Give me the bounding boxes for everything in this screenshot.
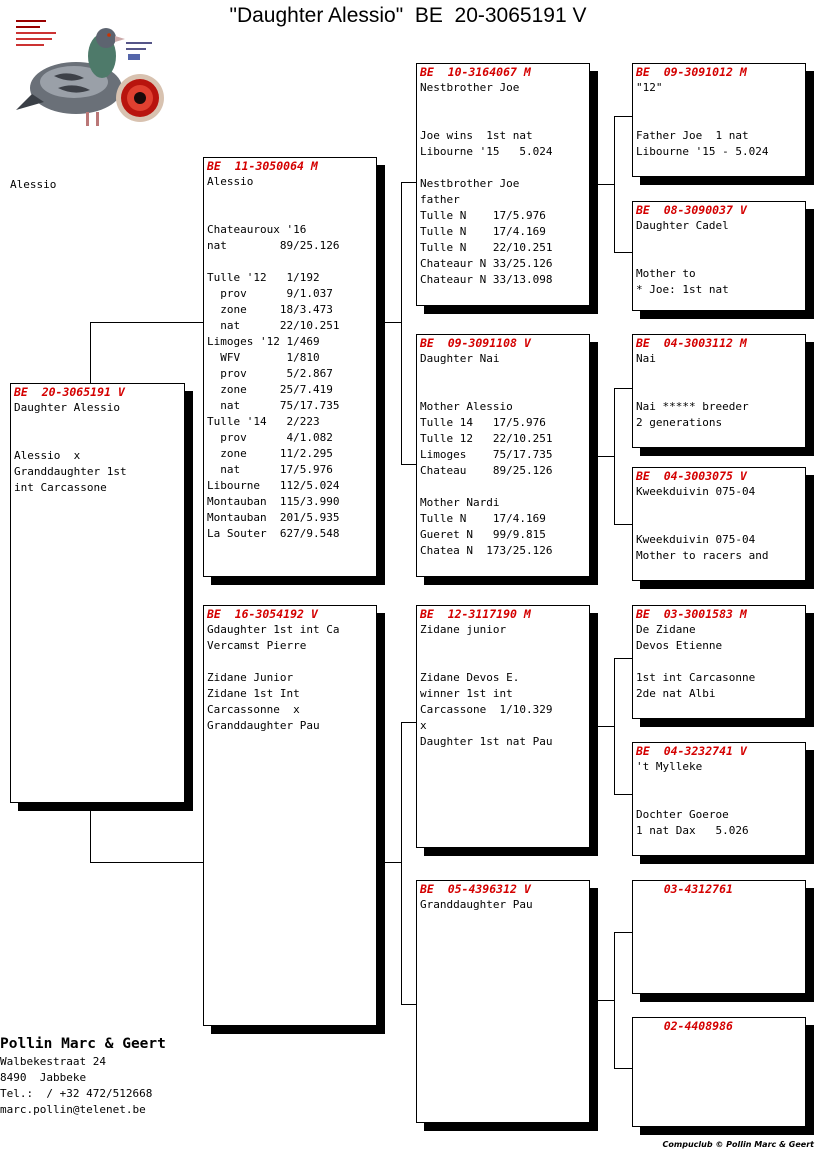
pedigree-line: x	[420, 719, 427, 732]
pedigree-line: Chateau 89/25.126	[420, 464, 553, 477]
pedigree-line	[636, 775, 802, 791]
pedigree-line: Chateaur N 33/13.098	[420, 273, 553, 286]
pedigree-line: nat 75/17.735	[207, 399, 340, 412]
pedigree-line: Limoges 75/17.735	[420, 448, 553, 461]
pedigree-line	[420, 479, 586, 495]
connector	[614, 388, 633, 389]
pedigree-line: Father Joe 1 nat	[636, 129, 749, 142]
connector	[614, 658, 615, 794]
pedigree-line	[636, 516, 802, 532]
connector	[614, 794, 633, 795]
connector	[614, 932, 615, 1068]
pedigree-line	[420, 654, 586, 670]
pedigree-line	[636, 250, 802, 266]
pedigree-box-mmm	[632, 1017, 806, 1127]
pedigree-line: Dochter Goeroe	[636, 808, 729, 821]
pedigree-line: Tulle N 17/5.976	[420, 209, 546, 222]
pedigree-line: nat 89/25.126	[207, 239, 340, 252]
pedigree-line	[14, 432, 181, 448]
pedigree-line: Nestbrother Joe	[420, 177, 520, 190]
pedigree-line: Tulle 12 22/10.251	[420, 432, 553, 445]
pedigree-line: Carcassonne x	[207, 703, 300, 716]
pedigree-line: prov 5/2.867	[207, 367, 333, 380]
connector	[401, 182, 417, 183]
ring-number: BE 04-3232741 V	[636, 744, 747, 758]
pedigree-line: Zidane Junior	[207, 671, 294, 684]
pedigree-line: Tulle '14 2/223	[207, 415, 320, 428]
pedigree-line	[207, 206, 373, 222]
pedigree-line: Chateauroux '16	[207, 223, 307, 236]
pedigree-line: Chatea N 173/25.126	[420, 544, 553, 557]
pedigree-line: 1st int Carcasonne	[636, 671, 756, 684]
pedigree-line: Mother to racers and	[636, 549, 769, 562]
pedigree-line: Carcassone 1/10.329	[420, 703, 553, 716]
pedigree-line: Daughter 1st nat Pau	[420, 735, 553, 748]
pedigree-line: zone 11/2.295	[207, 447, 333, 460]
ring-number: BE 05-4396312 V	[420, 882, 531, 896]
connector	[90, 322, 204, 323]
pedigree-line: Nestbrother Joe	[420, 81, 520, 94]
pedigree-line: * Joe: 1st nat	[636, 283, 729, 296]
connector	[614, 932, 633, 933]
pedigree-line: Mother Nardi	[420, 496, 500, 509]
pedigree-line: Mother to	[636, 267, 696, 280]
pedigree-line	[420, 367, 586, 383]
pedigree-box-father	[203, 157, 377, 577]
pedigree-box-mother-mother	[416, 880, 590, 1123]
pedigree-line: Tulle N 17/4.169	[420, 225, 546, 238]
ring-number: BE 03-3001583 M	[636, 607, 747, 621]
connector	[401, 182, 402, 464]
connector	[614, 252, 633, 253]
pedigree-line	[636, 112, 802, 128]
pedigree-line: Zidane junior	[420, 623, 507, 636]
pedigree-line: Chateaur N 33/25.126	[420, 257, 553, 270]
pedigree-line: Tulle N 22/10.251	[420, 241, 553, 254]
pedigree-line: Alessio	[207, 175, 254, 188]
pigeon-icon	[16, 28, 125, 126]
pedigree-box-ffm	[632, 201, 806, 311]
pedigree-box-mfm	[632, 742, 806, 856]
page-title: "Daughter Alessio" BE 20-3065191 V	[229, 4, 587, 27]
pedigree-line	[14, 416, 181, 432]
connector	[384, 322, 402, 323]
pedigree-line: prov 9/1.037	[207, 287, 333, 300]
pedigree-box-mmf	[632, 880, 806, 994]
pedigree-line: Libourne '15 5.024	[420, 145, 553, 158]
connector	[597, 456, 615, 457]
connector	[597, 184, 615, 185]
pedigree-line: De Zidane	[636, 623, 696, 636]
pedigree-line: Libourne 112/5.024	[207, 479, 340, 492]
pedigree-line: Joe wins 1st nat	[420, 129, 533, 142]
pedigree-line	[636, 383, 802, 399]
ring-number: BE 20-3065191 V	[14, 385, 125, 399]
pedigree-line: prov 4/1.082	[207, 431, 333, 444]
owner-street: Walbekestraat 24	[0, 1055, 106, 1068]
pedigree-line: Alessio x	[14, 449, 81, 462]
connector	[401, 722, 417, 723]
connector	[401, 722, 402, 1004]
owner-info	[0, 1034, 166, 1118]
pedigree-line: Kweekduivin 075-04	[636, 533, 756, 546]
connector	[614, 116, 615, 252]
pedigree-line: 2 generations	[636, 416, 723, 429]
pedigree-box-mff	[632, 605, 806, 719]
pedigree-line	[636, 96, 802, 112]
pedigree-line: Libourne '15 - 5.024	[636, 145, 769, 158]
owner-phone: Tel.: / +32 472/512668	[0, 1087, 153, 1100]
ring-number: BE 08-3090037 V	[636, 203, 747, 217]
pedigree-line: Granddaughter Pau	[207, 719, 320, 732]
pedigree-line: Daughter Cadel	[636, 219, 729, 232]
pedigree-line: Daughter Nai	[420, 352, 500, 365]
pedigree-line: Montauban 201/5.935	[207, 511, 340, 524]
connector	[401, 1004, 417, 1005]
pedigree-line: 2de nat Albi	[636, 687, 716, 700]
pedigree-box-mother-father	[416, 605, 590, 848]
ring-number: BE 12-3117190 M	[420, 607, 531, 621]
pedigree-line: Zidane 1st Int	[207, 687, 300, 700]
pedigree-line: father	[420, 193, 460, 206]
pedigree-line: Granddaughter Pau	[420, 898, 533, 911]
ring-number: BE 04-3003075 V	[636, 469, 747, 483]
pedigree-line: nat 22/10.251	[207, 319, 340, 332]
pedigree-line: Kweekduivin 075-04	[636, 485, 756, 498]
pedigree-line: int Carcassone	[14, 481, 107, 494]
pedigree-line: Granddaughter 1st	[14, 465, 127, 478]
pedigree-line	[636, 791, 802, 807]
pedigree-line	[636, 654, 802, 670]
pedigree-line	[420, 96, 586, 112]
pedigree-line: Gueret N 99/9.815	[420, 528, 546, 541]
connector	[614, 116, 633, 117]
photo-caption-decoration	[16, 20, 152, 60]
ring-number: BE 10-3164067 M	[420, 65, 531, 79]
pedigree-line	[207, 190, 373, 206]
footer-credit: Compuclub © Pollin Marc & Geert	[662, 1140, 814, 1149]
connector	[597, 726, 615, 727]
pedigree-line: Vercamst Pierre	[207, 639, 307, 652]
pedigree-box-mother	[203, 605, 377, 1026]
pedigree-line: zone 25/7.419	[207, 383, 333, 396]
pedigree-line	[420, 112, 586, 128]
connector	[401, 464, 417, 465]
pigeon-photo	[14, 16, 164, 134]
pedigree-line: Montauban 115/3.990	[207, 495, 340, 508]
pedigree-line: Gdaughter 1st int Ca	[207, 623, 340, 636]
pedigree-line: nat 17/5.976	[207, 463, 333, 476]
ring-number: BE 09-3091012 M	[636, 65, 747, 79]
pedigree-line: Nai ***** breeder	[636, 400, 749, 413]
pedigree-box-father-mother	[416, 334, 590, 577]
owner-name: Pollin Marc & Geert	[0, 1036, 166, 1052]
pedigree-line: winner 1st int	[420, 687, 513, 700]
pedigree-line: Tulle N 17/4.169	[420, 512, 546, 525]
connector	[614, 388, 615, 524]
pedigree-box-fmm	[632, 467, 806, 581]
pedigree-line	[636, 367, 802, 383]
pedigree-box-fmf	[632, 334, 806, 448]
connector	[614, 658, 633, 659]
pedigree-line: La Souter 627/9.548	[207, 527, 340, 540]
pedigree-line: Mother Alessio	[420, 400, 513, 413]
side-label: Alessio	[10, 178, 57, 191]
connector	[597, 1000, 615, 1001]
pedigree-line	[636, 500, 802, 516]
pedigree-line: Nai	[636, 352, 656, 365]
ring-number: BE 04-3003112 M	[636, 336, 747, 350]
connector	[614, 1068, 633, 1069]
pedigree-line: "12"	[636, 81, 663, 94]
pedigree-line: Tulle '12 1/192	[207, 271, 320, 284]
pedigree-line: Daughter Alessio	[14, 401, 120, 414]
connector	[90, 322, 91, 384]
pedigree-line: Devos Etienne	[636, 639, 723, 652]
connector	[90, 862, 204, 863]
connector	[614, 524, 633, 525]
ring-number: BE 16-3054192 V	[207, 607, 318, 621]
ring-number: BE 11-3050064 M	[207, 159, 318, 173]
ring-number: 02-4408986	[636, 1019, 733, 1033]
pedigree-line	[420, 383, 586, 399]
pedigree-box-fff	[632, 63, 806, 177]
pedigree-line	[207, 254, 373, 270]
ring-number: 03-4312761	[636, 882, 733, 896]
owner-email: marc.pollin@telenet.be	[0, 1103, 146, 1116]
owner-city: 8490 Jabbeke	[0, 1071, 87, 1084]
connector	[90, 802, 91, 862]
eye-icon	[116, 74, 164, 122]
pedigree-line	[420, 160, 586, 176]
pedigree-line: 't Mylleke	[636, 760, 703, 773]
pedigree-line: 1 nat Dax 5.026	[636, 824, 749, 837]
pedigree-box-main	[10, 383, 185, 803]
pedigree-line	[207, 654, 373, 670]
ring-number: BE 09-3091108 V	[420, 336, 531, 350]
pedigree-line: Zidane Devos E.	[420, 671, 520, 684]
connector	[384, 862, 402, 863]
pedigree-line: Tulle 14 17/5.976	[420, 416, 546, 429]
pedigree-line	[420, 638, 586, 654]
pedigree-line	[636, 234, 802, 250]
pedigree-line: zone 18/3.473	[207, 303, 333, 316]
pedigree-line: WFV 1/810	[207, 351, 320, 364]
pedigree-box-father-father	[416, 63, 590, 306]
pedigree-line: Limoges '12 1/469	[207, 335, 320, 348]
